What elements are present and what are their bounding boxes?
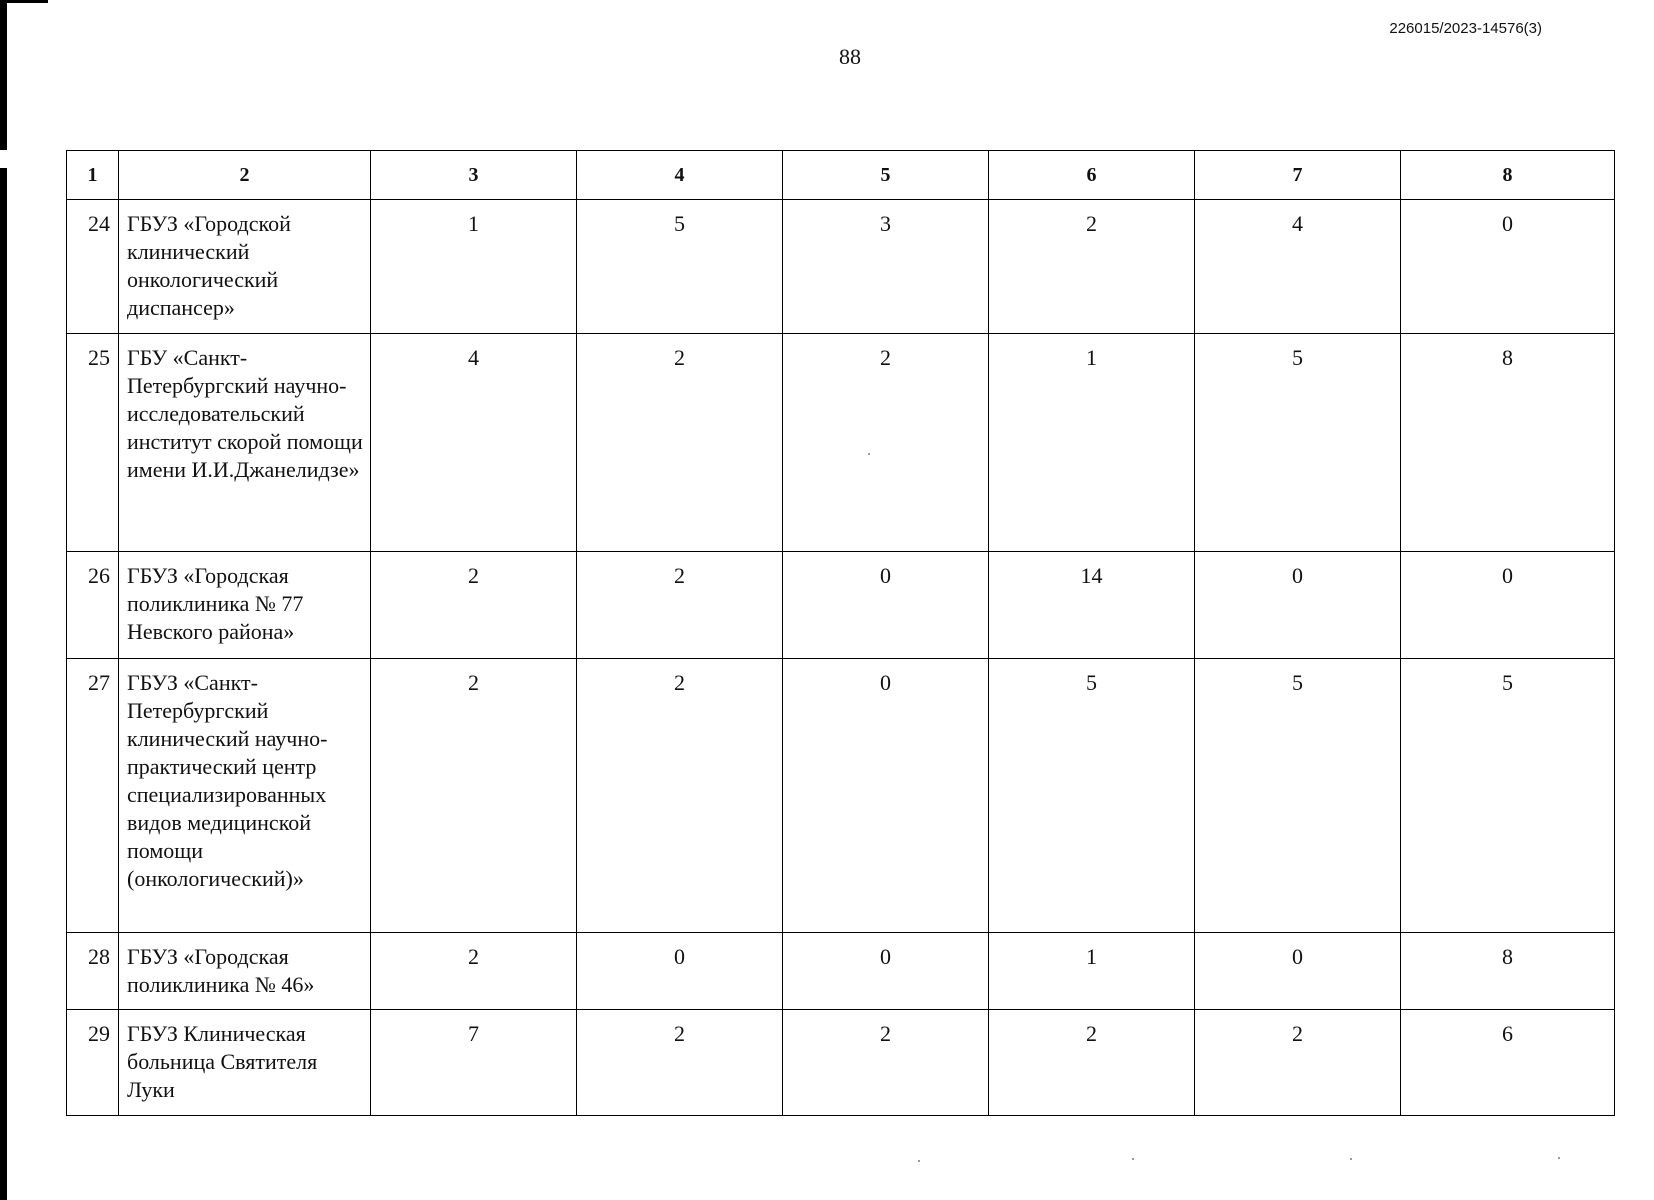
header-cell: 3 [371,151,577,200]
header-cell: 2 [119,151,371,200]
table-row [67,659,1615,933]
header-cell: 8 [1401,151,1615,200]
scan-speck [918,1160,920,1162]
value-cell: 8 [1401,334,1615,552]
value-cell: 1 [371,200,577,334]
header-cell: 1 [67,151,119,200]
value-cell: 0 [783,933,989,1010]
value-cell: 0 [1401,552,1615,659]
institution-name: ГБУЗ «Городской клинический онкологический диспансер» [119,200,371,334]
row-number: 24 [67,200,119,334]
value-cell: 5 [1195,659,1401,933]
value-cell: 2 [577,552,783,659]
value-cell: 4 [371,334,577,552]
institution-name: ГБУЗ «Городская поликлиника № 46» [119,933,371,1010]
report-table [66,150,1615,1116]
value-cell: 2 [371,933,577,1010]
value-cell: 2 [783,1010,989,1116]
value-cell: 4 [1195,200,1401,334]
value-cell: 0 [783,552,989,659]
row-number: 28 [67,933,119,1010]
value-cell: 3 [783,200,989,334]
page-number: 88 [839,44,861,69]
value-cell: 0 [1195,552,1401,659]
value-cell: 1 [989,933,1195,1010]
header-cell: 7 [1195,151,1401,200]
value-cell: 0 [783,659,989,933]
header-cell: 4 [577,151,783,200]
institution-name: ГБУ «Санкт-Петербургский научно-исследовательский институт скорой помощи имени И.И.Джанелидзе» [119,334,371,552]
scan-speck [1558,1157,1560,1159]
institution-name: ГБУЗ Клиническая больница Святителя Луки [119,1010,371,1116]
value-cell: 2 [577,1010,783,1116]
value-cell: 1 [989,334,1195,552]
scan-top-mark [0,0,48,3]
value-cell: 2 [989,1010,1195,1116]
value-cell: 8 [1401,933,1615,1010]
value-cell: 5 [989,659,1195,933]
scan-speck [1350,1158,1352,1160]
institution-name: ГБУЗ «Городская поликлиника № 77 Невского района» [119,552,371,659]
value-cell: 0 [577,933,783,1010]
value-cell: 2 [989,200,1195,334]
header-cell: 6 [989,151,1195,200]
value-cell: 2 [783,334,989,552]
value-cell: 14 [989,552,1195,659]
document-id: 226015/2023-14576(3) [1389,20,1542,37]
scan-speck [868,453,870,455]
row-number: 27 [67,659,119,933]
value-cell: 0 [1195,933,1401,1010]
table-row [67,552,1615,659]
value-cell: 5 [577,200,783,334]
value-cell: 0 [1401,200,1615,334]
value-cell: 5 [1401,659,1615,933]
value-cell: 6 [1401,1010,1615,1116]
header-row [67,151,1615,200]
row-number: 29 [67,1010,119,1116]
value-cell: 2 [577,334,783,552]
value-cell: 7 [371,1010,577,1116]
value-cell: 2 [1195,1010,1401,1116]
table-row [67,200,1615,334]
row-number: 25 [67,334,119,552]
header-cell: 5 [783,151,989,200]
value-cell: 2 [371,552,577,659]
table-row [67,933,1615,1010]
value-cell: 5 [1195,334,1401,552]
institution-name: ГБУЗ «Санкт-Петербургский клинический научно-практический центр специализированных видов медицинской помощи (онкологический)» [119,659,371,933]
row-number: 26 [67,552,119,659]
scan-edge-gap [0,150,7,168]
value-cell: 2 [371,659,577,933]
table-row [67,1010,1615,1116]
value-cell: 2 [577,659,783,933]
scan-edge-bar [0,0,7,1200]
table-row [67,334,1615,552]
scan-speck [1132,1158,1134,1160]
